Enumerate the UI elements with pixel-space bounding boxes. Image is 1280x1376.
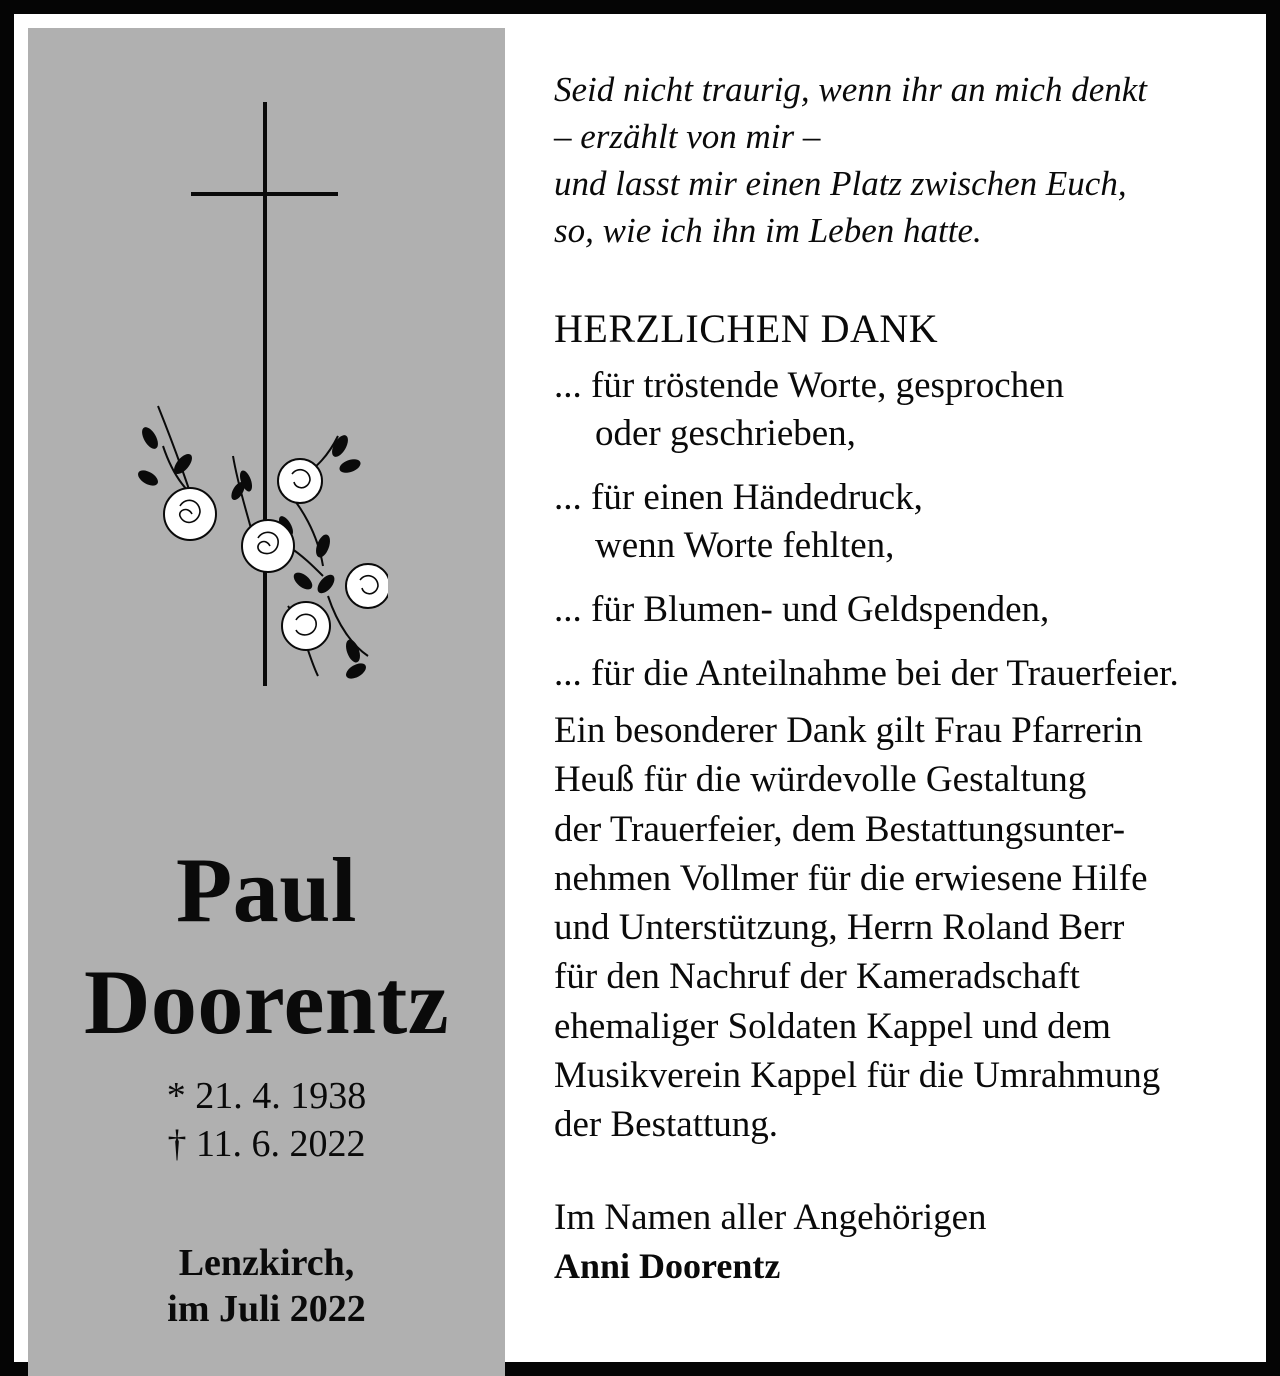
deceased-first-name: Paul (176, 839, 357, 941)
paragraph-line: nehmen Vollmer für die erwiesene Hilfe (554, 857, 1148, 899)
poem (554, 66, 1274, 254)
death-date: † 11. 6. 2022 (167, 1123, 366, 1165)
left-panel (28, 28, 505, 1376)
poem-line: so, wie ich ihn im Leben hatte. (554, 211, 982, 250)
poem-line: und lasst mir einen Platz zwischen Euch, (554, 164, 1127, 203)
birth-date: * 21. 4. 1938 (166, 1075, 367, 1117)
right-column (554, 66, 1274, 1290)
place-and-date (28, 1240, 505, 1332)
list-item-line: oder geschrieben, (595, 413, 856, 454)
paragraph-line: Heuß für die würdevolle Gestaltung (554, 759, 1087, 801)
paragraph-line: Ein besonderer Dank gilt Frau Pfarrerin (554, 710, 1143, 751)
deceased-last-name: Doorentz (83, 951, 450, 1053)
thanks-heading: HERZLICHEN DANK (554, 306, 939, 351)
paragraph-line: und Unterstützung, Herrn Roland Berr (554, 907, 1125, 949)
list-item-line: ... für einen Händedruck, (554, 477, 923, 518)
list-item-line: ... für tröstende Worte, gesprochen (554, 365, 1065, 406)
poem-line: – erzählt von mir – (554, 117, 821, 156)
month-line: im Juli 2022 (167, 1288, 366, 1330)
list-item (554, 362, 1274, 458)
paragraph-line: ehemaliger Soldaten Kappel und dem (554, 1005, 1111, 1047)
paragraph-line: Musikverein Kappel für die Umrahmung (554, 1055, 1161, 1097)
special-thanks-paragraph (554, 706, 1254, 1150)
paragraph-line: der Trauerfeier, dem Bestattungsunter- (554, 808, 1126, 850)
list-item-line: ... für die Anteilnahme bei der Trauerfeier. (554, 653, 1179, 694)
paragraph-line: für den Nachruf der Kameradschaft (554, 956, 1080, 998)
life-dates (28, 1072, 505, 1168)
thanks-list (554, 362, 1274, 698)
paragraph-line: der Bestattung. (554, 1104, 779, 1146)
list-item (554, 650, 1274, 698)
list-item-line: ... für Blumen- und Geldspenden, (554, 589, 1050, 630)
cross-with-roses-icon (128, 86, 388, 686)
list-item-line: wenn Worte fehlten, (595, 525, 895, 566)
signature-line: Im Namen aller Angehörigen (554, 1196, 987, 1238)
place-line: Lenzkirch, (178, 1242, 355, 1284)
signature-name: Anni Doorentz (554, 1245, 781, 1286)
poem-line: Seid nicht traurig, wenn ihr an mich denkt (554, 70, 1147, 109)
list-item (554, 474, 1274, 570)
list-item (554, 586, 1274, 634)
